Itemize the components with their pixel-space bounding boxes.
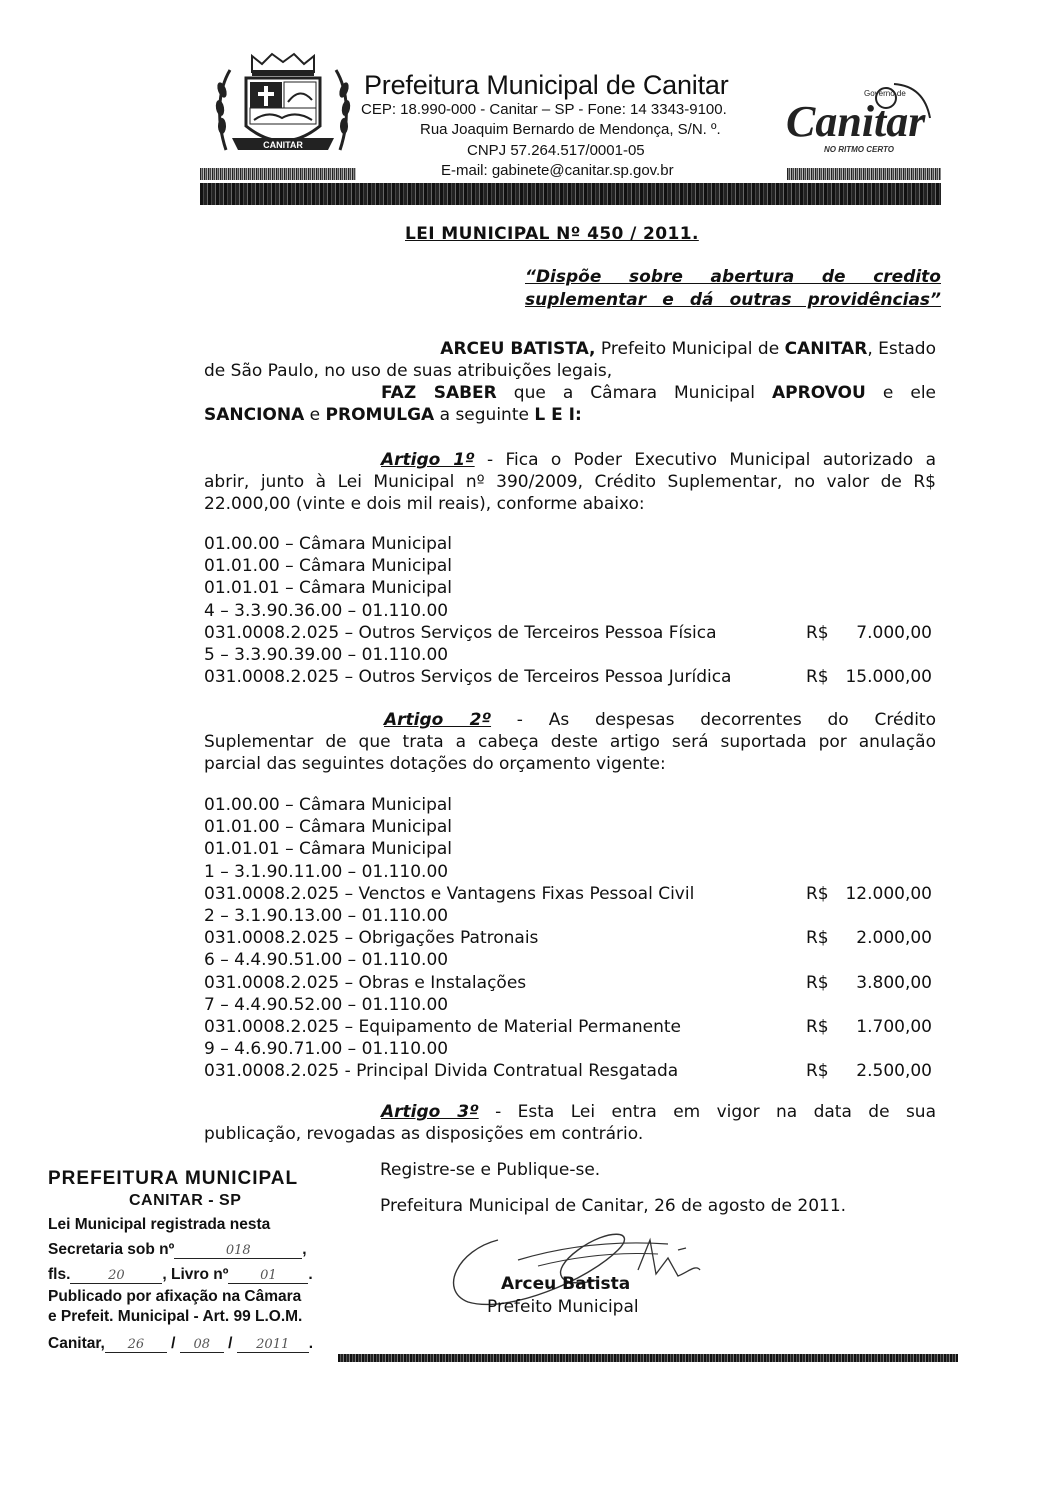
art2-line-1: Artigo 2º - As despesas decorrentes do Crédito — [384, 710, 936, 730]
list-item: 9 – 4.6.90.71.00 – 01.110.00 — [204, 1039, 449, 1059]
header-address-line: Rua Joaquim Bernardo de Mendonça, S/N. º. — [420, 121, 721, 138]
item-value — [806, 884, 932, 904]
art1-label: Artigo 1º — [381, 450, 475, 470]
item-amount: 1.700,00 — [856, 1017, 932, 1037]
item-amount: 7.000,00 — [856, 623, 932, 643]
item-currency: R$ — [806, 928, 829, 948]
header-divider-right — [787, 168, 941, 180]
item-value — [806, 1061, 932, 1081]
header-title: Prefeitura Municipal de Canitar — [364, 70, 729, 100]
stamp-registry-number: 018 — [174, 1244, 302, 1259]
item-currency: R$ — [806, 973, 829, 993]
intro-line-2: de São Paulo, no uso de suas atribuições legais, — [204, 361, 613, 381]
header-thick-rule — [200, 183, 941, 205]
list-item: 031.0008.2.025 – Obrigações Patronais — [204, 928, 539, 948]
item-value — [806, 667, 932, 687]
stamp-date-day: 26 — [105, 1338, 167, 1353]
item-amount: 12.000,00 — [845, 884, 932, 904]
intro-line-1: ARCEU BATISTA, Prefeito Municipal de CANITAR, Estado — [440, 339, 936, 359]
list-item: 01.01.01 – Câmara Municipal — [204, 839, 453, 859]
stamp-line-5: e Prefeit. Municipal - Art. 99 L.O.M. — [48, 1308, 303, 1325]
list-item: 031.0008.2.025 – Outros Serviços de Terceiros Pessoa Jurídica — [204, 667, 732, 687]
stamp-fls-number: 20 — [70, 1269, 162, 1284]
signer-role: Prefeito Municipal — [487, 1297, 639, 1317]
brand-small-text: Governo de — [864, 89, 906, 98]
list-item: 7 – 4.4.90.52.00 – 01.110.00 — [204, 995, 449, 1015]
place-date-text: Prefeitura Municipal de Canitar, 26 de agosto de 2011. — [380, 1196, 847, 1216]
item-amount: 2.000,00 — [856, 928, 932, 948]
item-currency: R$ — [806, 623, 829, 643]
list-item: 5 – 3.3.90.39.00 – 01.110.00 — [204, 645, 449, 665]
item-value — [806, 623, 932, 643]
art2-line-2: Suplementar de que trata a cabeça deste artigo será suportada por anulação — [204, 732, 936, 752]
art3-line-1: Artigo 3º - Esta Lei entra em vigor na data de sua — [381, 1102, 936, 1122]
art3-line-2: publicação, revogadas as disposições em contrário. — [204, 1124, 644, 1144]
stamp-subtitle: CANITAR - SP — [129, 1192, 242, 1209]
art1-line-2: abrir, junto à Lei Municipal nº 390/2009, Crédito Suplementar, no valor de R$ — [204, 472, 936, 492]
art1-line-1: Artigo 1º - Fica o Poder Executivo Municipal autorizado a — [381, 450, 936, 470]
item-value — [806, 1017, 932, 1037]
list-item: 01.00.00 – Câmara Municipal — [204, 534, 453, 554]
stamp-line-2: Secretaria sob nº 018 , — [48, 1241, 307, 1258]
list-item: 2 – 3.1.90.13.00 – 01.110.00 — [204, 906, 449, 926]
brand-slogan-text: NO RITMO CERTO — [824, 145, 894, 154]
intro-line-4: SANCIONA e PROMULGA a seguinte L E I: — [204, 405, 582, 425]
stamp-line-6: Canitar, 26 / 08 / 2011 . — [48, 1335, 314, 1352]
list-item: 031.0008.2.025 – Venctos e Vantagens Fixas Pessoal Civil — [204, 884, 695, 904]
item-value — [806, 928, 932, 948]
item-amount: 3.800,00 — [856, 973, 932, 993]
crest-ribbon-text: CANITAR — [263, 140, 303, 150]
item-amount: 15.000,00 — [845, 667, 932, 687]
header-email-line: E-mail: gabinete@canitar.sp.gov.br — [441, 162, 674, 179]
stamp-title: PREFEITURA MUNICIPAL — [48, 1168, 299, 1189]
header-cep-line: CEP: 18.990-000 - Canitar – SP - Fone: 14 3343-9100. — [361, 101, 727, 118]
item-currency: R$ — [806, 1061, 829, 1081]
art2-line-3: parcial das seguintes dotações do orçamento vigente: — [204, 754, 666, 774]
brand-name-text: Canitar — [786, 97, 926, 146]
list-item: 031.0008.2.025 – Outros Serviços de Terceiros Pessoa Física — [204, 623, 717, 643]
closing-text: Registre-se e Publique-se. — [380, 1160, 601, 1180]
footer-rule — [338, 1354, 958, 1362]
list-item: 031.0008.2.025 - Principal Divida Contratual Resgatada — [204, 1061, 679, 1081]
list-item: 031.0008.2.025 – Obras e Instalações — [204, 973, 527, 993]
art2-label: Artigo 2º — [384, 710, 492, 730]
canitar-brand-logo — [784, 78, 944, 158]
list-item: 01.01.00 – Câmara Municipal — [204, 556, 453, 576]
stamp-book-number: 01 — [228, 1269, 308, 1284]
item-value — [806, 973, 932, 993]
stamp-date-year: 2011 — [237, 1338, 309, 1353]
ementa-line-2: suplementar e dá outras providências” — [525, 290, 941, 310]
list-item: 6 – 4.4.90.51.00 – 01.110.00 — [204, 950, 449, 970]
municipal-crest-logo — [212, 50, 354, 162]
header-divider-left — [200, 168, 356, 180]
intro-line-3: FAZ SABER que a Câmara Municipal APROVOU e ele — [381, 383, 936, 403]
list-item: 031.0008.2.025 – Equipamento de Material Permanente — [204, 1017, 682, 1037]
item-amount: 2.500,00 — [856, 1061, 932, 1081]
art3-label: Artigo 3º — [381, 1102, 479, 1122]
item-currency: R$ — [806, 667, 829, 687]
stamp-line-3: fls. 20 , Livro nº 01 . — [48, 1266, 313, 1283]
stamp-line-4: Publicado por afixação na Câmara — [48, 1288, 302, 1305]
signer-name: Arceu Batista — [501, 1274, 631, 1294]
item-currency: R$ — [806, 884, 829, 904]
list-item: 01.00.00 – Câmara Municipal — [204, 795, 453, 815]
list-item: 01.01.00 – Câmara Municipal — [204, 817, 453, 837]
law-title: LEI MUNICIPAL Nº 450 / 2011. — [405, 224, 699, 244]
art1-line-3: 22.000,00 (vinte e dois mil reais), conforme abaixo: — [204, 494, 645, 514]
stamp-line-1: Lei Municipal registrada nesta — [48, 1216, 271, 1233]
list-item: 4 – 3.3.90.36.00 – 01.110.00 — [204, 601, 449, 621]
header-cnpj-line: CNPJ 57.264.517/0001-05 — [467, 142, 645, 159]
ementa-line-1: “Dispõe sobre abertura de credito — [525, 267, 941, 287]
stamp-date-month: 08 — [180, 1338, 224, 1353]
list-item: 1 – 3.1.90.11.00 – 01.110.00 — [204, 862, 449, 882]
item-currency: R$ — [806, 1017, 829, 1037]
list-item: 01.01.01 – Câmara Municipal — [204, 578, 453, 598]
